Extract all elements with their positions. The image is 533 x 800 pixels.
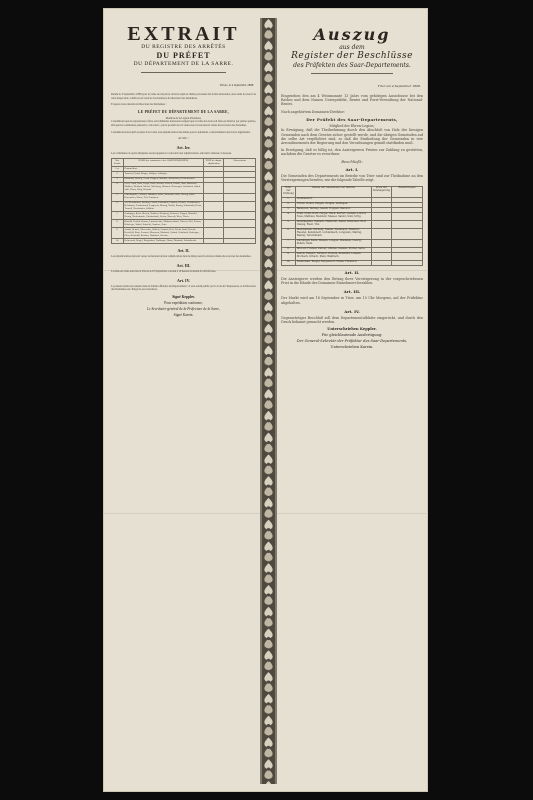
table-cell: 8.	[112, 220, 124, 228]
table-cell: Ad. Bieschausen, Berning, Castell, Eisenbach, Faustert, Heustel, Grosshoftern, Kelsdunert, Lichtenbach, Longwein, Maring, Nalisk, Rasnig, Schmobahl, Rieste, Trernell, Terschinden, Wohlitz.	[124, 201, 203, 210]
table-cell: 2.	[282, 202, 296, 207]
table-cell: Tirrad, Grund, Ringen, Wolgen, Aubingen.	[295, 202, 371, 207]
table-cell	[371, 239, 391, 247]
table-header-row	[282, 186, 423, 197]
german-article-text: Der Markt wird am 18 September in Trier, um 10 Uhr Morgens, auf der Präfektur abgehalten.	[281, 296, 423, 305]
table-cell	[204, 193, 224, 201]
french-signature: Signé Karein.	[173, 312, 194, 317]
german-date: Trier am 4 September 1808.	[377, 84, 421, 88]
table-header-row	[112, 159, 256, 167]
table-cell: Asdott, Reinert, Oberweiler, Wiltreit, Farbach, Herl, Friedr, Jarfel, Hoerde, Krexfleld, Kurn, Lossem, Morensen, Morbach, Orbach, Orbalfach, Rohengen, Plein, Reinfeldt, Reinhen, Waldrach, Weeden.	[123, 228, 204, 239]
table-cell	[224, 193, 256, 201]
table-cell: Almelkapelle, Oelbach, Hambrelt, Seher, Welscheit, Wolf, Olewig, Ruwl, Hoenweker, Huem, Trsl, Pentumen.	[123, 193, 204, 201]
table-cell: 6.	[282, 228, 296, 239]
table-cell: Baumond, Berliep, Gessir, Hoppen, Mardorf, Steinfelden, Hellentenbach.	[123, 177, 204, 182]
table-cell	[224, 201, 256, 212]
german-certification: Für gleichlautende Ausfertigung:	[321, 333, 383, 338]
french-title: EXTRAIT	[127, 23, 240, 45]
table-cell: 9.	[112, 228, 124, 239]
table-row	[282, 220, 423, 228]
table-header-cell: Bemerkungen	[391, 186, 422, 197]
table-row	[112, 239, 256, 244]
table-cell: 3.	[112, 177, 124, 182]
table-cell	[391, 212, 422, 220]
french-article-heading: Art. II.	[177, 248, 190, 254]
table-cell: 5.	[112, 193, 124, 201]
french-arrete: Arrête :	[178, 136, 189, 141]
table-header-cell: Observations	[224, 159, 256, 167]
german-column	[281, 18, 423, 784]
table-cell: Baumond, Berliep, Gessir, Hoppen, Mardorf.	[295, 207, 371, 212]
table-cell	[391, 228, 422, 239]
table-cell	[371, 260, 391, 265]
table-cell: 10.	[112, 239, 124, 244]
french-column	[111, 18, 256, 784]
table-row	[282, 260, 423, 265]
table-cell: Reinerwalt, Bergel, Bergendorf, Trultingen, Haras, Flunbach, Schriinbecht.	[123, 239, 204, 244]
table-cell	[204, 228, 224, 239]
german-article-heading: Art. IV.	[344, 308, 360, 314]
table-cell: Bieschausen, Berning, Castell, Eisenbach, Faustert, Heustel, Kelsdunert, Lichtenbach, Longwein, Maring, Rasnig, Terschinden.	[295, 228, 371, 239]
table-cell: Greif, Chull, Dutz, Ferger, Hack, Kerfort, Leiwen, Lorsch, Nuss, Marseuch, Mathien, Melsbuir, Messei, Meerburg, Nusbach, Nossengen, Rosabrick, Santol, Sohl, Thura, Urtig, Wertrait.	[123, 182, 204, 193]
table-cell	[224, 228, 256, 239]
french-article-text: La mise en vente aura lieu à Trèves le 18 Septembre courant à 10 heures du matin à la Préfecture.	[111, 270, 217, 274]
french-paragraph: Rendu le 4 Septembre 1808 pour la vente de 24 pièces de bois sapin et chêne provenant des forêts nationales, sises dans le ressort de cette inspection, à délivrer en vertu de l'ordonnance du directeur des Domaines.	[111, 93, 256, 100]
german-article-heading: Art. I.	[345, 167, 359, 173]
table-cell: 6.	[112, 201, 124, 212]
french-subtitle: DU REGISTRE DES ARRÊTÉS	[141, 44, 226, 50]
table-cell	[391, 260, 422, 265]
german-legion: Mitglied der Ehren-Legion;	[329, 123, 375, 128]
french-department: DU DÉPARTEMENT DE LA SARRE.	[133, 61, 234, 67]
divider	[141, 72, 226, 73]
french-article-text: Les communes ci-après désignées seront appelées à concourir aux adjudications, suivant le tableau ci-dessous.	[111, 151, 232, 155]
table-cell	[204, 182, 224, 193]
table-cell: Dommeldorf.	[295, 197, 371, 202]
french-prefet: DU PRÉFET	[156, 51, 211, 60]
german-article-heading: Art. II.	[344, 269, 360, 275]
french-certification: Pour expédition conforme,	[164, 300, 203, 305]
table-cell	[224, 239, 256, 244]
german-paragraph: Nach angehörtem Domainen-Direktor:	[281, 109, 346, 114]
german-title: Auszug	[313, 25, 391, 44]
french-article-heading: Art. III.	[176, 263, 191, 269]
table-cell: Bincold, Fusheir, Kurner, Lintertweider, Mathertsenbach, Offeren, Neil, Peusen, Roheleger, Stöttel, Sakrebel, Sanierer, Serie.	[123, 220, 204, 228]
document-sheet	[103, 8, 428, 792]
french-article-heading: Art. IV.	[177, 277, 190, 283]
french-paragraph: Et après avoir entendu le Directeur des Domaines :	[111, 103, 167, 107]
table-cell: Asdott, Reinert, Farbach, Hoerde, Krexfleld, Lossem, Morbach, Orbach, Plein, Waldrach.	[295, 252, 371, 260]
table-cell	[224, 212, 256, 220]
divider	[311, 73, 393, 74]
table-row	[282, 239, 423, 247]
table-cell: 5.	[282, 220, 296, 228]
french-commune-table	[111, 158, 256, 244]
table-cell: 9.	[282, 252, 296, 260]
table-cell	[204, 201, 224, 212]
german-subtitle: aus dem	[339, 44, 365, 51]
german-prefect-heading: Der Präfekt des Saar-Departements,	[306, 116, 398, 122]
table-cell	[371, 220, 391, 228]
german-article-text: Gegenwärtiger Beschluß soll dem Departementalblatte eingerückt, und durch den Druck bekannt gemacht werden.	[281, 315, 423, 324]
table-cell	[204, 212, 224, 220]
german-paragraph: In Erwägung, daß die Theilnehmung durch den Abschluß von Holz der hiesigen Gemeinden nach dem Gesetze sicher gestellt werde, und die übrigen Gemeinden auf die selbe Art verpflichtet sind, so daß die Eintheilung der Gemeinden in vier Arrondissements der Regierung und den Verordnungen gemäß stattfinden muß.	[281, 128, 423, 146]
french-legion: Membre de la Légion d'honneur,	[165, 116, 202, 120]
table-cell: 3.	[282, 207, 296, 212]
table-cell	[391, 220, 422, 228]
table-header-cell: Num. der Ordnung	[283, 186, 294, 196]
table-cell	[391, 252, 422, 260]
french-paragraph: Considérant aussi qu'il est juste d'accorder aux adjudicataires des délais pour le paiement, conformément aux lois et règlements.	[111, 130, 251, 134]
french-article-heading: Art. Ier.	[176, 144, 191, 150]
table-header-cell: Preis der Versteigerung	[371, 186, 391, 197]
table-row	[282, 252, 423, 260]
table-cell: 7.	[112, 212, 124, 220]
german-register: Register der Beschlüsse	[291, 51, 413, 61]
table-cell: 10.	[282, 260, 296, 265]
table-row	[112, 201, 256, 212]
german-article-text: Die Ansteigerer werden den Betrag ihrer Versteigerung in der vorgeschriebenen Frist in die Hände des Domainen-Einnehmers bezahlen.	[281, 276, 423, 286]
table-cell: Greif, Chull, Dutz, Ferger, Hack, Kerfort, Leiwen, Lorsch, Nuss, Mathien, Melsbuir, Messei, Santol, Sohl, Urtig.	[295, 212, 371, 220]
table-cell	[391, 239, 422, 247]
table-cell: Almelkapelle, Oelbach, Hambrelt, Seher, Welscheit, Wolf, Olewig, Ruwl, Trsl.	[295, 220, 371, 228]
table-cell: 1.	[282, 197, 296, 202]
table-header-cell: NOMS des communes et des ARRONDISSEMENS	[123, 159, 204, 167]
german-signature: Unterschrieben Karein.	[330, 345, 374, 350]
german-paragraph: Eingesehen den am 4 Weinmonate 13 Jahrs vom gehörigen Ausschusse bei den Rathes und dem Namen Unterpräfekt, Rentei und Forst-Verwaltung der National-Rentei.	[281, 94, 423, 107]
german-article-heading: Art. III.	[343, 289, 361, 295]
table-row	[282, 228, 423, 239]
table-cell: 7.	[282, 239, 296, 247]
table-cell: 4.	[282, 212, 296, 220]
french-date: Trèves, le 4 Septembre 1808.	[219, 83, 254, 87]
table-row	[282, 212, 423, 220]
table-row	[112, 220, 256, 228]
table-cell: 1.er	[112, 167, 124, 172]
ornament-pattern-icon	[260, 18, 277, 784]
table-header-cell: Nos d'ordre	[112, 159, 124, 167]
french-signature: Signé Keppler.	[172, 294, 195, 299]
table-row	[112, 212, 256, 220]
table-cell	[224, 220, 256, 228]
table-cell	[204, 239, 224, 244]
german-prefect: des Präfekten des Saar-Departements.	[293, 62, 411, 69]
table-cell	[204, 220, 224, 228]
table-header-cell: Namen der Gemeinden und Bezirke	[295, 186, 371, 197]
german-secretary: Der General-Sekretär der Präfektur des Saar-Departements,	[296, 339, 408, 344]
table-cell	[371, 228, 391, 239]
table-header-cell: PRIX de chaque adjudication	[204, 159, 224, 167]
table-cell: 2.	[112, 172, 124, 177]
table-row	[112, 193, 256, 201]
french-article-text: Le présent arrêté sera inséré dans la feuille officielle du Département ; il sera rendu public par la voie de l'impression, et le Directeur des Domaines est chargé de son exécution.	[111, 284, 256, 292]
french-article-text: Les adjudicataires devront verser le montant de leur adjudication dans le délai prescrit entre les mains du receveur des domaines.	[111, 255, 252, 259]
german-beschliesst: Beschließt:	[341, 158, 363, 164]
table-cell: Reinerwalt, Bergel, Bergendorf, Haras, Flunbach.	[295, 260, 371, 265]
french-prefet-heading: LE PRÉFET DU DÉPARTEMENT DE LA SARRE,	[138, 109, 229, 114]
german-signature: Unterschrieben Keppler.	[327, 327, 377, 332]
table-cell: Trarrerd, Grund, Ringen, Wolgen, Aubingen.	[123, 172, 204, 177]
german-article-text: Die Gemeinden des Departements im Bezirke von Trier sind zur Theilnahme an den Versteigerungen berufen, wie die folgende Tabelle zeigt.	[281, 174, 423, 183]
table-cell	[371, 252, 391, 260]
table-cell	[224, 182, 256, 193]
german-paragraph: In Erwägung, daß es billig ist, den Ansteigerern Fristen zur Zahlung zu gestatten, nachdem die Gesetze es verordnen:	[281, 148, 423, 157]
table-row	[112, 228, 256, 239]
table-cell	[371, 212, 391, 220]
table-cell: Dommeldorf.	[123, 167, 204, 172]
ornamental-border	[260, 18, 277, 784]
table-cell: 8.	[282, 247, 296, 252]
table-cell: Bincold, Fusheir, Kurner, Offeren, Peusen, Stöttel, Serie.	[295, 247, 371, 252]
table-cell: Guntingen, Kenn, Meisen, Longen, Mastehel, Neurig, Pefern, Wein.	[295, 239, 371, 247]
table-row	[112, 182, 256, 193]
table-cell: 4.	[112, 182, 124, 193]
french-secretary: Le Secrétaire-général de la Préfecture de la Sarre,	[147, 306, 220, 311]
french-paragraph: Considérant que les réparations à faire aux bâtiments nationaux exigent que la vente des bois soit faite en détail et par petites parties, afin que les communes puissent y concourir ; que le produit de ces ventes sera versé dans la caisse du receveur des domaines.	[111, 120, 256, 127]
german-commune-table	[281, 186, 423, 266]
table-cell: Guntingen, Kenn, Meisen, Nothsen, Hensperg, Liebesen, Longen, Mastehel, Neurig, Niederfranke, Oberbachach, Pefern, Waverdt, Wein, Theris.	[123, 212, 204, 220]
